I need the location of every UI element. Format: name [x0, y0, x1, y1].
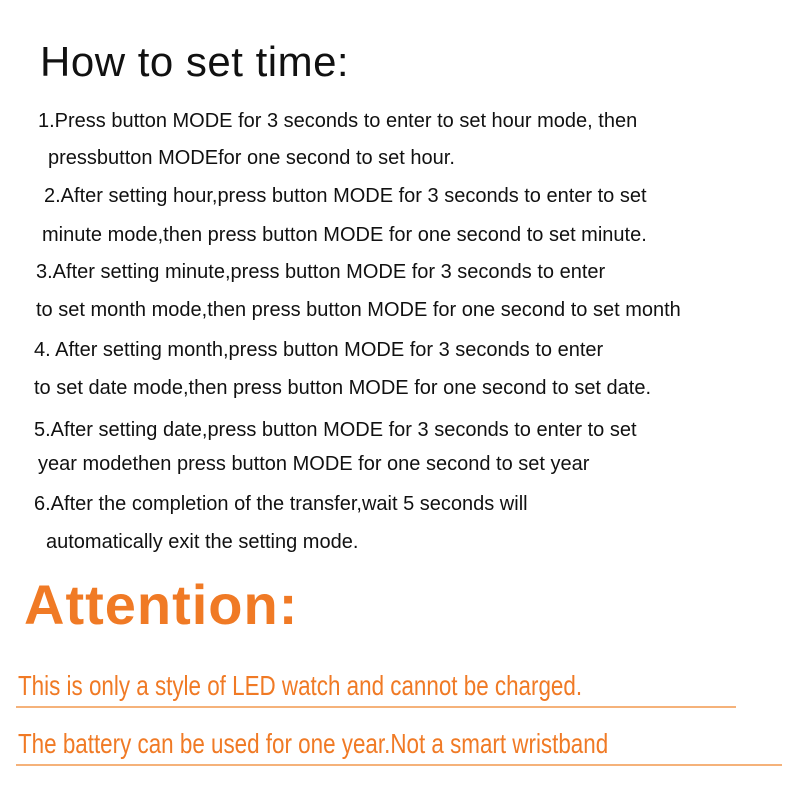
step-1-line-1: 1.Press button MODE for 3 seconds to enter to set hour mode, then — [38, 110, 638, 132]
step-1-line-2: pressbutton MODEfor one second to set hour. — [48, 147, 455, 169]
step-3-line-1: 3.After setting minute,press button MODE for 3 seconds to enter — [36, 261, 606, 283]
step-4-line-1: 4. After setting month,press button MODE for 3 seconds to enter — [34, 339, 604, 361]
step-5-line-1: 5.After setting date,press button MODE for 3 seconds to enter to set — [34, 419, 637, 441]
step-5-line-2: year modethen press button MODE for one second to set year — [38, 453, 590, 475]
step-6-line-1: 6.After the completion of the transfer,wait 5 seconds will — [34, 493, 528, 515]
step-2-line-1: 2.After setting hour,press button MODE for 3 seconds to enter to set — [44, 185, 647, 207]
page-title: How to set time: — [40, 38, 350, 85]
step-6-line-2: automatically exit the setting mode. — [46, 531, 359, 553]
step-2-line-2: minute mode,then press button MODE for one second to set minute. — [42, 224, 647, 246]
attention-note-battery-underline — [16, 764, 782, 766]
attention-note-battery: The battery can be used for one year.Not a smart wristband — [18, 728, 609, 759]
attention-heading: Attention: — [24, 573, 299, 636]
attention-note-charging-underline — [16, 706, 736, 708]
step-4-line-2: to set date mode,then press button MODE for one second to set date. — [34, 377, 652, 399]
attention-note-charging: This is only a style of LED watch and cannot be charged. — [18, 670, 583, 701]
step-3-line-2: to set month mode,then press button MODE for one second to set month — [36, 299, 681, 321]
